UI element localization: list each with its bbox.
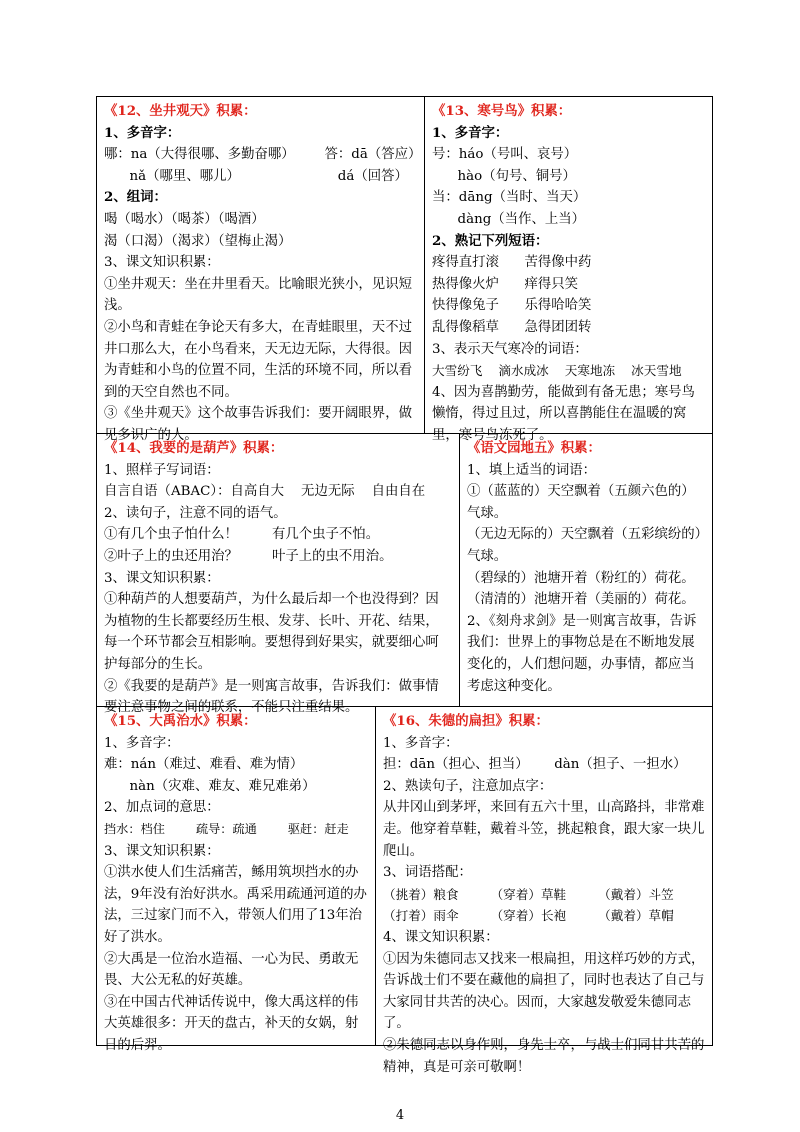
block-line: 哪：na（大得很哪、多勤奋哪） 答：dā（答应） <box>104 147 422 163</box>
block-paragraph: ①因为朱德同志又找来一根扁担，用这样巧妙的方式，告诉战士们不要在藏他的扁担了，同时也表达了自己与大家同甘共苦的决心。因而，大家越发敬爱朱德同志了。 <box>383 951 705 1032</box>
block-line: 当：dāng（当时、当天） <box>432 190 587 206</box>
page-number: 4 <box>395 1108 405 1123</box>
block-paragraph: ①种葫芦的人想要葫芦，为什么最后却一个也没得到？因为植物的生长都要经历生根、发芽、长叶、开花、结果，每一个环节都会互相影响。要想得到好果实，就要细心呵护每部分的生长。 <box>104 592 439 672</box>
block-line: dàng（当作、上当） <box>432 211 586 227</box>
block-line: 2、读句子，注意不同的语气。 <box>104 505 287 521</box>
block-16-zhu-de-de-bian-dan <box>375 706 713 1075</box>
block-line: 4、课文知识积累： <box>383 929 499 945</box>
block-line: 挡水：档住 疏导：疏通 驱赶：赶走 <box>104 821 349 836</box>
block-line: 2、组词： <box>104 189 167 206</box>
block-paragraph: （无边无际的）天空飘着（五彩缤纷的）气球。 <box>467 527 702 564</box>
block-line: 喝（喝水）（喝茶）（喝酒） <box>104 211 265 227</box>
block-line: 快得像兔子 乐得哈哈笑 <box>432 298 592 314</box>
block-line: 号：háo（号叫、哀号） <box>432 147 578 163</box>
block-line: 疼得直打滚 苦得像中药 <box>432 255 592 271</box>
block-title: 《16、朱德的扁担》积累： <box>383 713 549 729</box>
block-line: 渴（口渴）（渴求）（望梅止渴） <box>104 233 292 249</box>
block-line: ①有几个虫子怕什么！ 有几个虫子不怕。 <box>104 527 380 543</box>
block-title: 《12、坐井观天》积累： <box>104 103 257 119</box>
block-line: 大雪纷飞 滴水成冰 天寒地冻 冰天雪地 <box>432 363 682 379</box>
block-title: 《14、我要的是葫芦》积累： <box>104 440 284 456</box>
block-paragraph: ②小鸟和青蛙在争论天有多大，在青蛙眼里，天不过井口那么大，在小鸟看来，天无边无际，大得很。因为青蛙和小鸟的位置不同，生活的环境不同，所以看到的天空自然也不同。 <box>104 319 412 400</box>
block-line: 热得像火炉 痒得只笑 <box>432 276 579 292</box>
block-line: 2、熟读句子，注意加点字： <box>383 778 553 794</box>
block-line: 2、加点词的意思： <box>104 800 220 816</box>
block-line: nǎ（哪里、哪儿） dá（回答） <box>104 168 408 184</box>
block-14-wo-yao-de-shi-hu-lu <box>96 433 460 716</box>
block-line: （清清的）池塘开着（美丽的）荷花。 <box>467 592 695 608</box>
block-line: （碧绿的）池塘开着（粉红的）荷花。 <box>467 570 695 586</box>
block-line: （打着）雨伞 （穿着）长袍 （戴着）草帽 <box>383 908 674 924</box>
block-line: 3、词语搭配： <box>383 865 472 881</box>
block-line: 1、照样子写词语： <box>104 462 220 478</box>
block-line: 担：dān（担心、担当） dàn（担子、一担水） <box>383 757 687 773</box>
block-line: （挑着）粮食 （穿着）草鞋 （戴着）斗笠 <box>383 886 674 902</box>
block-paragraph: 2、《刻舟求剑》是一则寓言故事，告诉我们：世界上的事物总是在不断地发展变化的，人们想问题，办事情，都应当考虑这种变化。 <box>467 613 697 694</box>
block-line: 3、课文知识积累： <box>104 570 220 586</box>
block-line: nàn（灾难、难友、难兄难弟） <box>104 778 316 794</box>
block-paragraph: ②大禹是一位治水造福、一心为民、勇敢无畏、大公无私的好英雄。 <box>104 951 359 989</box>
block-paragraph: ②《我要的是葫芦》是一则寓言故事，告诉我们：做事情要注意事物之间的联系，不能只注重结果。 <box>104 678 439 716</box>
block-line: 3、课文知识积累： <box>104 843 220 859</box>
block-15-da-yu-zhi-shui <box>96 706 376 1053</box>
block-line: 1、多音字： <box>383 735 459 751</box>
block-line: 2、熟记下列短语： <box>432 232 549 249</box>
block-title: 《15、大禹治水》积累： <box>104 713 257 729</box>
block-yu-wen-yuan-di-5 <box>459 433 713 707</box>
block-line: 乱得像稻草 急得团团转 <box>432 319 592 335</box>
block-line: hào（句号、铜号） <box>432 168 576 184</box>
block-line: 1、多音字： <box>104 124 181 141</box>
block-line: 3、表示天气寒冷的词语： <box>432 341 588 357</box>
block-paragraph: 4、因为喜鹊勤劳，能做到有备无患；寒号鸟懒惰，得过且过，所以喜鹊能住在温暖的窝里，寒号鸟冻死了。 <box>432 384 695 443</box>
block-paragraph: ③在中国古代神话传说中，像大禹这样的伟大英雄很多：开天的盘古，补天的女娲，射日的后羿。 <box>104 994 359 1053</box>
block-paragraph: ②朱德同志以身作则，身先士卒，与战士们同甘共苦的精神，真是可亲可敬啊！ <box>383 1037 705 1075</box>
block-line: 1、多音字： <box>104 735 180 751</box>
block-paragraph: ①洪水使人们生活痛苦，鲧用筑坝挡水的办法，9年没有治好洪水。禹采用疏通河道的办法，三过家门而不入，带领人们用了13年治好了洪水。 <box>104 865 367 945</box>
block-12-zuo-jing-guan-tian <box>96 96 425 443</box>
block-paragraph: ①坐井观天：坐在井里看天。比喻眼光狭小，见识短浅。 <box>104 276 412 314</box>
block-title: 《语文园地五》积累： <box>467 440 601 456</box>
block-line: 自言自语（ABAC）：自高自大 无边无际 自由自在 <box>104 484 426 500</box>
block-line: 3、课文知识积累： <box>104 255 220 271</box>
block-title: 《13、寒号鸟》积累： <box>432 103 572 119</box>
block-line: 1、多音字： <box>432 124 509 141</box>
block-line: ②叶子上的虫还用治？ 叶子上的虫不用治。 <box>104 548 393 564</box>
block-13-han-hao-niao <box>424 96 713 443</box>
block-line: 难：nán（难过、难看、难为情） <box>104 757 304 773</box>
block-paragraph: ③《坐井观天》这个故事告诉我们：要开阔眼界，做见多识广的人。 <box>104 406 412 443</box>
block-paragraph: ①（蓝蓝的）天空飘着（五颜六色的）气球。 <box>467 484 695 521</box>
block-line: 1、填上适当的词语： <box>467 462 597 478</box>
block-paragraph: 从井冈山到茅坪，来回有五六十里，山高路抖，非常难走。他穿着草鞋，戴着斗笠，挑起粮食，跟大家一块儿爬山。 <box>383 800 705 859</box>
